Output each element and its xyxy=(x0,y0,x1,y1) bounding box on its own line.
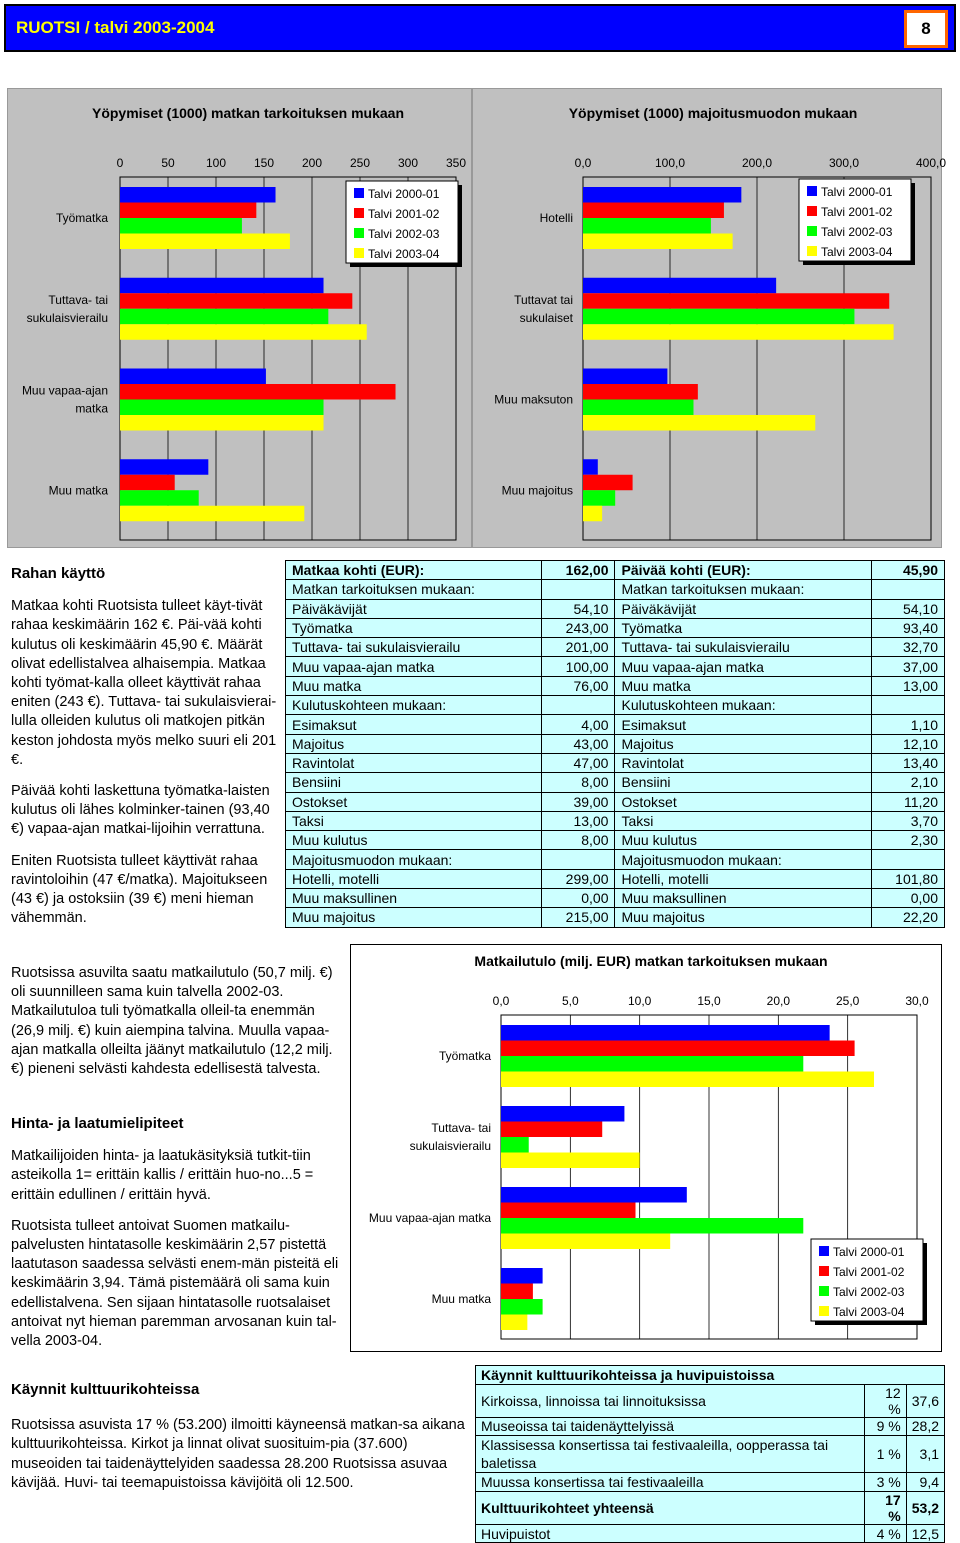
table-row xyxy=(476,1491,945,1524)
table-cell: Taksi xyxy=(615,811,871,830)
table-cell: 11,20 xyxy=(871,792,944,811)
table-cell: 32,70 xyxy=(871,638,944,657)
bar xyxy=(583,400,693,416)
bar xyxy=(583,203,724,219)
legend-swatch xyxy=(354,248,364,258)
table-cell: 4 % xyxy=(865,1524,906,1543)
table-row xyxy=(286,753,945,772)
paragraph: Ruotsissa asuvista 17 % (53.200) ilmoitti käyneensä matkan-sa aikana kulttuurikohteissa. Kirkot ja linnat olivat suosituim-pia (37.600) museoiden tai taidenäyttelyiden saadessa 28.200 Ruotsissa asuvaa kävijää. Huvi- tai teemapuistoissa kävijöitä oli 12.500. xyxy=(11,1417,465,1491)
category-label: sukulaiset xyxy=(519,310,573,325)
paragraph: Eniten Ruotsista tulleet käyttivät rahaa ravintoloihin (47 €/matka). Majoitukseen (43 €) ja ostoksiin (39 €) meni hieman vähemmän. xyxy=(11,852,268,927)
bar xyxy=(120,218,242,234)
table-cell: Kulutuskohteen mukaan: xyxy=(286,696,542,715)
bar xyxy=(501,1218,803,1234)
table-cell: Kulutuskohteen mukaan: xyxy=(615,696,871,715)
table-cell: Muu kulutus xyxy=(615,831,871,850)
legend-swatch xyxy=(807,246,817,256)
table-cell: 13,00 xyxy=(871,676,944,695)
chart-title: Matkailutulo (milj. EUR) matkan tarkoituksen mukaan xyxy=(474,953,828,969)
text-price-quality xyxy=(11,1114,341,1363)
table-cell: Muu maksullinen xyxy=(615,889,871,908)
table-row xyxy=(286,696,945,715)
table-cell: 243,00 xyxy=(542,618,615,637)
legend-label: Talvi 2003-04 xyxy=(368,247,440,261)
table-cell: Muu majoitus xyxy=(286,908,542,927)
table-cell: Ostokset xyxy=(286,792,542,811)
bar xyxy=(120,278,324,294)
table-cell: 13,00 xyxy=(542,811,615,830)
table-cell: Huvipuistot xyxy=(476,1524,865,1543)
chart-nights-accommodation xyxy=(472,88,947,548)
legend xyxy=(799,179,915,265)
table-cell: Työmatka xyxy=(286,618,542,637)
category-label: Tuttava- tai xyxy=(48,292,108,307)
table-cell: Tuttava- tai sukulaisvierailu xyxy=(615,638,871,657)
table-cell: Tuttava- tai sukulaisvierailu xyxy=(286,638,542,657)
table-cell: Päiväkävijät xyxy=(286,599,542,618)
table-row xyxy=(286,869,945,888)
bar xyxy=(120,369,266,385)
table-cell: Muu vapaa-ajan matka xyxy=(286,657,542,676)
table-row xyxy=(286,580,945,599)
text-column-1 xyxy=(11,564,286,940)
bar xyxy=(501,1284,533,1300)
table-row xyxy=(286,889,945,908)
table-row xyxy=(286,715,945,734)
table-cell: 3 % xyxy=(865,1473,906,1492)
category-label: Muu matka xyxy=(48,483,108,498)
bar xyxy=(120,415,324,431)
table-cell xyxy=(542,696,615,715)
bar xyxy=(120,309,328,325)
section-title: Rahan käyttö xyxy=(11,565,106,582)
legend-label: Talvi 2002-03 xyxy=(368,227,440,241)
table-cell xyxy=(871,580,944,599)
table-cell: 13,40 xyxy=(871,753,944,772)
bar xyxy=(583,234,733,250)
legend-label: Talvi 2000-01 xyxy=(833,1245,905,1259)
bar xyxy=(583,278,776,294)
bar xyxy=(501,1056,803,1072)
table-row xyxy=(286,773,945,792)
bar xyxy=(583,187,741,203)
table-cell: Majoitusmuodon mukaan: xyxy=(615,850,871,869)
section-title: Käynnit kulttuurikohteissa xyxy=(11,1381,200,1398)
table-cell: Päivää kohti (EUR): xyxy=(615,561,871,580)
table-cell: 101,80 xyxy=(871,869,944,888)
category-label: Muu majoitus xyxy=(501,483,573,498)
category-label: Tuttava- tai xyxy=(431,1121,491,1135)
tick-label: 50 xyxy=(161,156,175,170)
tick-label: 0,0 xyxy=(574,156,592,170)
table-cell: Päiväkävijät xyxy=(615,599,871,618)
table-cell: 39,00 xyxy=(542,792,615,811)
table-cell: Matkan tarkoituksen mukaan: xyxy=(286,580,542,599)
bar xyxy=(120,324,367,340)
bar xyxy=(501,1153,640,1169)
table-cell: 2,30 xyxy=(871,831,944,850)
bar xyxy=(501,1234,670,1250)
table-cell xyxy=(871,696,944,715)
chart-title: Yöpymiset (1000) majoitusmuodon mukaan xyxy=(568,105,858,121)
table-cell: Muu majoitus xyxy=(615,908,871,927)
table-cell: 76,00 xyxy=(542,676,615,695)
tick-label: 200 xyxy=(301,156,323,170)
table-cell: Ostokset xyxy=(615,792,871,811)
legend-label: Talvi 2000-01 xyxy=(821,185,893,199)
table-cell: Muu maksullinen xyxy=(286,889,542,908)
table-cell: 100,00 xyxy=(542,657,615,676)
paragraph: Päivää kohti laskettuna työmatka-laisten kulutus oli lähes kolminker-tainen (93,40 €) vapaa-ajan matkai-lijoihin verrattuna. xyxy=(11,783,270,838)
table-cell: 12,5 xyxy=(906,1524,944,1543)
table-cell: 54,10 xyxy=(871,599,944,618)
tick-label: 10,0 xyxy=(627,994,652,1008)
category-label: Muu maksuton xyxy=(494,392,573,407)
table-cell: Muu matka xyxy=(615,676,871,695)
bar xyxy=(501,1299,543,1315)
table-cell: 9 % xyxy=(865,1417,906,1436)
tick-label: 150 xyxy=(253,156,275,170)
tick-label: 15,0 xyxy=(697,994,721,1008)
table-cell: 1,10 xyxy=(871,715,944,734)
table-row xyxy=(286,850,945,869)
table-cell: 12 % xyxy=(865,1384,906,1417)
culture-table xyxy=(475,1365,945,1543)
table-cell: 3,70 xyxy=(871,811,944,830)
table-cell: 54,10 xyxy=(542,599,615,618)
table-cell: 93,40 xyxy=(871,618,944,637)
legend xyxy=(811,1239,927,1325)
tick-label: 5,0 xyxy=(561,994,579,1008)
page-header xyxy=(4,4,956,52)
table-cell: Klassisessa konsertissa tai festivaaleilla, oopperassa tai baletissa xyxy=(476,1436,865,1473)
tick-label: 400,0 xyxy=(915,156,947,170)
category-label: Tuttavat tai xyxy=(514,292,573,307)
category-label: Työmatka xyxy=(55,211,108,225)
table-cell: Ravintolat xyxy=(615,753,871,772)
chart-income-purpose xyxy=(350,944,942,1352)
bar xyxy=(120,187,276,203)
category-label: Muu vapaa-ajan matka xyxy=(368,1211,491,1225)
table-cell: 3,1 xyxy=(906,1436,944,1473)
table-cell: Taksi xyxy=(286,811,542,830)
table-cell: 22,20 xyxy=(871,908,944,927)
tick-label: 350 xyxy=(445,156,467,170)
table-cell: 9,4 xyxy=(906,1473,944,1492)
tick-label: 300 xyxy=(397,156,419,170)
table-cell: 2,10 xyxy=(871,773,944,792)
page-number: 8 xyxy=(904,10,948,48)
bar xyxy=(583,324,894,340)
chart-svg xyxy=(351,945,943,1353)
tick-label: 25,0 xyxy=(835,994,860,1008)
table-cell: Kulttuurikohteet yhteensä xyxy=(476,1491,865,1524)
bar xyxy=(120,475,175,491)
table-row xyxy=(286,811,945,830)
category-label: sukulaisvierailu xyxy=(409,1139,491,1153)
table-cell: 12,10 xyxy=(871,734,944,753)
table-cell: 0,00 xyxy=(542,889,615,908)
bar xyxy=(501,1041,855,1057)
paragraph: Ruotsista tulleet antoivat Suomen matkailu-palvelusten hintatasolle keskimäärin 2,57 pistettä laatutason saadessa selvästi enem-män pisteitä eli keskimäärin 3,94. Tämä pistemäärä oli sama kuin edellistalvena. Sen sijaan hintatasolle ruotsalaiset antoivat nyt hieman paremman arvosanan kuin tal-vella 2003-04. xyxy=(11,1217,339,1350)
table-cell: 37,00 xyxy=(871,657,944,676)
tick-label: 0 xyxy=(116,156,124,170)
table-cell: 162,00 xyxy=(542,561,615,580)
table-cell xyxy=(871,850,944,869)
table-cell: 4,00 xyxy=(542,715,615,734)
text-income xyxy=(11,964,341,1091)
bar xyxy=(583,218,711,234)
table-cell xyxy=(542,580,615,599)
bar xyxy=(501,1122,602,1138)
legend-swatch xyxy=(819,1306,829,1316)
table-row xyxy=(286,599,945,618)
table-row xyxy=(286,657,945,676)
table-row xyxy=(286,831,945,850)
bar xyxy=(583,369,667,385)
legend-swatch xyxy=(819,1266,829,1276)
bar xyxy=(120,459,208,475)
table-cell: 299,00 xyxy=(542,869,615,888)
bar xyxy=(120,490,199,506)
bar xyxy=(501,1106,624,1122)
bar xyxy=(583,490,615,506)
bar xyxy=(501,1315,527,1331)
bar xyxy=(120,293,352,309)
tick-label: 300,0 xyxy=(828,156,860,170)
legend-label: Talvi 2002-03 xyxy=(821,225,893,239)
table-row xyxy=(476,1384,945,1417)
category-label: Muu matka xyxy=(431,1292,491,1306)
bar xyxy=(583,415,815,431)
legend-label: Talvi 2002-03 xyxy=(833,1285,905,1299)
table-cell: 37,6 xyxy=(906,1384,944,1417)
legend-label: Talvi 2003-04 xyxy=(821,245,893,259)
table-row xyxy=(476,1436,945,1473)
legend-swatch xyxy=(354,188,364,198)
section-title: Hinta- ja laatumielipiteet xyxy=(11,1115,184,1132)
legend-label: Talvi 2001-02 xyxy=(368,207,440,221)
table-row xyxy=(476,1417,945,1436)
table-cell: Matkaa kohti (EUR): xyxy=(286,561,542,580)
bar xyxy=(501,1187,687,1203)
table-cell: 53,2 xyxy=(906,1491,944,1524)
tick-label: 30,0 xyxy=(905,994,929,1008)
bar xyxy=(501,1072,874,1088)
table-cell: 201,00 xyxy=(542,638,615,657)
table-cell: 1 % xyxy=(865,1436,906,1473)
table-cell: Bensiini xyxy=(615,773,871,792)
paragraph: Matkailijoiden hinta- ja laatukäsityksiä tutkit-tiin asteikolla 1= erittäin kallis / erittäin huo-no...5 = erittäin edullinen / erittäin hyvä. xyxy=(11,1148,314,1203)
legend-swatch xyxy=(807,226,817,236)
category-label: sukulaisvierailu xyxy=(26,310,108,325)
bar xyxy=(583,309,854,325)
table-row xyxy=(476,1524,945,1543)
chart-svg xyxy=(473,89,947,549)
bar xyxy=(120,203,256,219)
table-cell: Matkan tarkoituksen mukaan: xyxy=(615,580,871,599)
legend-swatch xyxy=(807,206,817,216)
category-label: Hotelli xyxy=(539,211,573,225)
bar xyxy=(501,1268,543,1284)
table-row xyxy=(286,618,945,637)
bar xyxy=(120,234,290,250)
tick-label: 0,0 xyxy=(492,994,510,1008)
table-cell: 45,90 xyxy=(871,561,944,580)
legend-label: Talvi 2000-01 xyxy=(368,187,440,201)
table-cell: Hotelli, motelli xyxy=(286,869,542,888)
paragraph: Matkaa kohti Ruotsista tulleet käyt-tivät rahaa keskimäärin 162 €. Päi-vää kohti kulutus oli keskimäärin 45,90 €. Määrät olivat edellistalvea alhaisempia. Matkaa kohti työmat-kalla olleet käyttivät rahaa eniten (243 €). Tuttava- tai sukulaisvierai-lulla olleiden kulutus oli matkojen pitkän keston johdosta myös melko suuri eli 201 €. xyxy=(11,598,277,768)
paragraph: Ruotsissa asuvilta saatu matkailutulo (50,7 milj. €) oli suunnilleen sama kuin talvella 2002-03. Matkailutuloa tuli työmatkalla olleil-ta enemmän (26,9 milj. €) kuin aiempina talvina. Muulla vapaa-ajan matkalla olleilta jäänyt matkailutulo (12,2 milj. €) pieneni selvästi kahdesta edellisestä talvesta. xyxy=(11,965,333,1078)
tick-label: 20,0 xyxy=(766,994,791,1008)
tick-label: 200,0 xyxy=(741,156,773,170)
table-cell: 43,00 xyxy=(542,734,615,753)
tick-label: 100 xyxy=(205,156,227,170)
bar xyxy=(120,506,304,522)
chart-nights-purpose xyxy=(7,88,472,548)
legend-label: Talvi 2001-02 xyxy=(833,1265,905,1279)
legend-label: Talvi 2001-02 xyxy=(821,205,893,219)
bar xyxy=(501,1203,636,1219)
table-cell: Majoitus xyxy=(286,734,542,753)
legend-swatch xyxy=(354,228,364,238)
table-cell: Muu vapaa-ajan matka xyxy=(615,657,871,676)
table-cell: Esimaksut xyxy=(615,715,871,734)
table-cell: 8,00 xyxy=(542,773,615,792)
bar xyxy=(583,475,633,491)
table-row xyxy=(286,792,945,811)
bar xyxy=(583,459,598,475)
table-title: Käynnit kulttuurikohteissa ja huvipuistoissa xyxy=(476,1366,945,1385)
table-cell: Majoitusmuodon mukaan: xyxy=(286,850,542,869)
bar xyxy=(583,384,698,400)
table-row xyxy=(476,1473,945,1492)
table-cell: 8,00 xyxy=(542,831,615,850)
table-cell: 215,00 xyxy=(542,908,615,927)
bar xyxy=(120,384,396,400)
bar xyxy=(120,400,324,416)
table-row xyxy=(286,734,945,753)
table-cell: Majoitus xyxy=(615,734,871,753)
legend-swatch xyxy=(354,208,364,218)
tick-label: 250 xyxy=(349,156,371,170)
table-cell: Muussa konsertissa tai festivaaleilla xyxy=(476,1473,865,1492)
table-cell: Ravintolat xyxy=(286,753,542,772)
bar xyxy=(501,1025,830,1041)
table-cell: 28,2 xyxy=(906,1417,944,1436)
table-cell: Hotelli, motelli xyxy=(615,869,871,888)
table-row xyxy=(286,676,945,695)
legend-swatch xyxy=(819,1286,829,1296)
legend-swatch xyxy=(819,1246,829,1256)
table-cell: Muu matka xyxy=(286,676,542,695)
spending-table xyxy=(285,560,945,928)
legend-swatch xyxy=(807,186,817,196)
category-label: Muu vapaa-ajan xyxy=(21,383,108,398)
table-cell: 47,00 xyxy=(542,753,615,772)
table-cell: Työmatka xyxy=(615,618,871,637)
bar xyxy=(501,1137,529,1153)
page-title: RUOTSI / talvi 2003-2004 xyxy=(16,18,215,37)
bar xyxy=(583,506,602,522)
bar xyxy=(583,293,889,309)
table-row xyxy=(286,638,945,657)
table-cell xyxy=(542,850,615,869)
table-row xyxy=(286,561,945,580)
legend-label: Talvi 2003-04 xyxy=(833,1305,905,1319)
chart-svg xyxy=(8,89,473,549)
text-culture xyxy=(11,1380,466,1505)
table-cell: 17 % xyxy=(865,1491,906,1524)
table-cell: Museoissa tai taidenäyttelyissä xyxy=(476,1417,865,1436)
table-cell: Bensiini xyxy=(286,773,542,792)
category-label: matka xyxy=(75,401,108,416)
table-row xyxy=(286,908,945,927)
chart-title: Yöpymiset (1000) matkan tarkoituksen mukaan xyxy=(91,105,404,121)
tick-label: 100,0 xyxy=(654,156,686,170)
table-cell: Kirkoissa, linnoissa tai linnoituksissa xyxy=(476,1384,865,1417)
legend xyxy=(346,181,462,267)
table-cell: Esimaksut xyxy=(286,715,542,734)
table-row xyxy=(476,1366,945,1385)
table-cell: 0,00 xyxy=(871,889,944,908)
category-label: Työmatka xyxy=(438,1049,491,1063)
table-cell: Muu kulutus xyxy=(286,831,542,850)
